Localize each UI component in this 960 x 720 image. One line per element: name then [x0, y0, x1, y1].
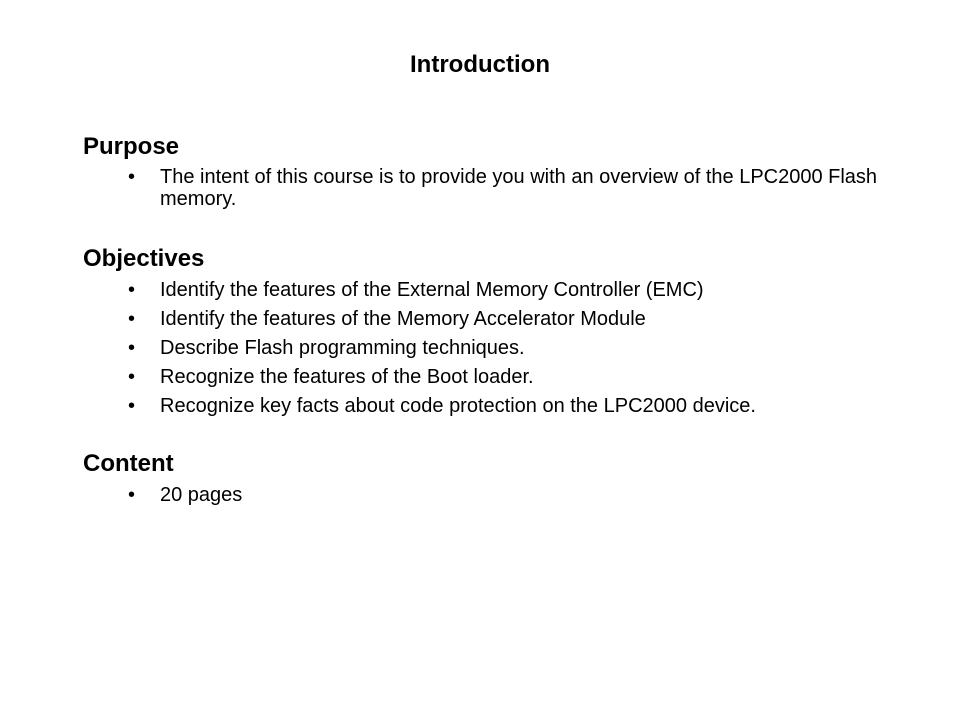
- slide-title: Introduction: [410, 51, 550, 78]
- purpose-heading: Purpose: [83, 133, 180, 160]
- objective-text: Identify the features of the Memory Accelerator Module: [160, 308, 646, 330]
- bullet-icon: •: [128, 484, 136, 506]
- objective-text: Recognize key facts about code protection on the LPC2000 device.: [160, 395, 756, 417]
- objective-bullet: [128, 366, 888, 388]
- bullet-icon: •: [128, 308, 136, 330]
- objective-bullet: [128, 308, 888, 330]
- content-heading: Content: [83, 450, 174, 477]
- content-bullet: [128, 484, 888, 506]
- objective-bullet: [128, 279, 888, 301]
- objective-bullet: [128, 395, 888, 417]
- purpose-bullet: [128, 166, 888, 210]
- content-list: [128, 484, 888, 513]
- bullet-icon: •: [128, 395, 136, 417]
- purpose-text: The intent of this course is to provide you with an overview of the LPC2000 Flash memory.: [160, 166, 878, 210]
- bullet-icon: •: [128, 166, 136, 188]
- bullet-icon: •: [128, 279, 136, 301]
- purpose-list: [128, 166, 888, 217]
- content-text: 20 pages: [160, 484, 243, 506]
- objective-text: Identify the features of the External Memory Controller (EMC): [160, 279, 704, 301]
- bullet-icon: •: [128, 366, 136, 388]
- objectives-list: [128, 279, 888, 424]
- bullet-icon: •: [128, 337, 136, 359]
- objective-text: Recognize the features of the Boot loader.: [160, 366, 534, 388]
- objective-bullet: [128, 337, 888, 359]
- objective-text: Describe Flash programming techniques.: [160, 337, 525, 359]
- objectives-heading: Objectives: [83, 245, 205, 272]
